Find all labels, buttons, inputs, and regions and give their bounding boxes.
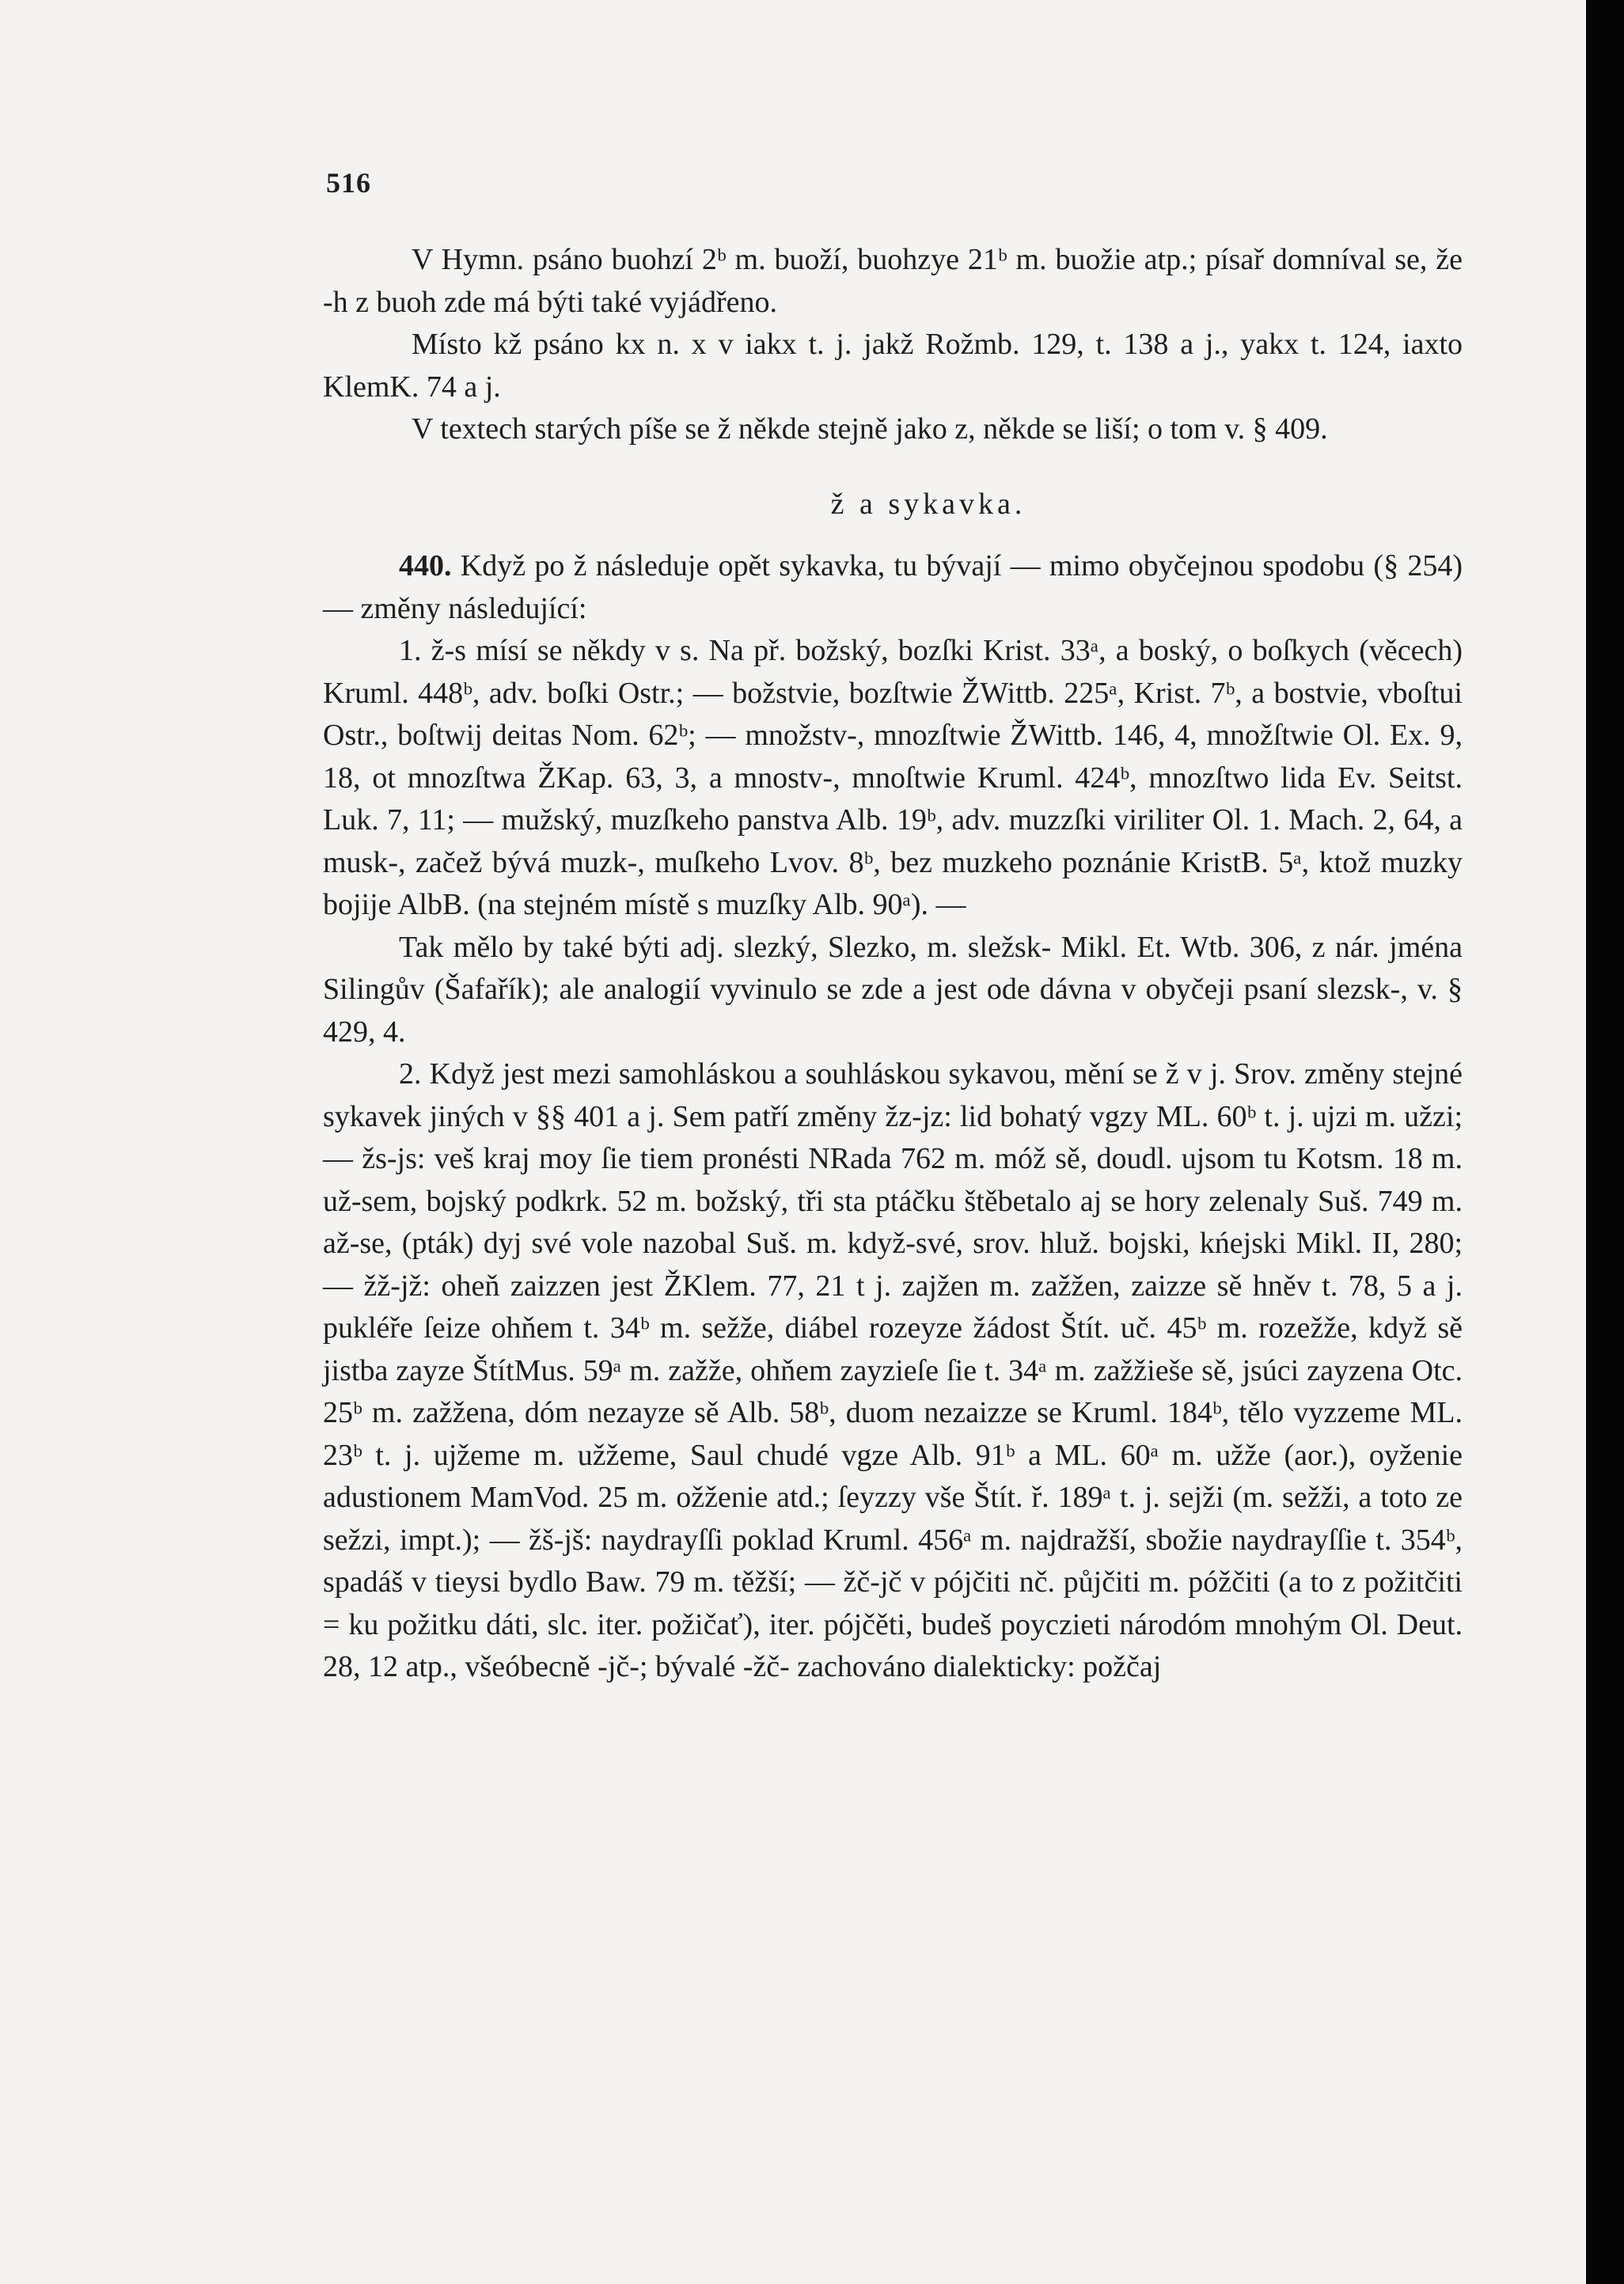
item-slezky: Tak mělo by také býti adj. slezký, Slezko, m. sležsk- Mikl. Et. Wtb. 306, z nár. jména Silingův (Šafařík); ale analogií vyvinulo se zde a jest ode dávna v obyčeji psaní slezsk-, v. § 429, 4.: [323, 930, 1463, 1049]
item-1: 1. ž-s mísí se někdy v s. Na př. božský, bozſki Krist. 33ᵃ, a boský, o boſkych (věcech) Kruml. 448ᵇ, adv. boſki Ostr.; — božstvie, bozſtwie ŽWittb. 225ᵃ, Krist. 7ᵇ, a bostvie, vboſtui Ostr., boſtwij deitas Nom. 62ᵇ; — množstv-, mnozſtwie ŽWittb. 146, 4, množſtwie Ol. Ex. 9, 18, ot mnozſtwa ŽKap. 63, 3, a mnostv-, mnoſtwie Kruml. 424ᵇ, mnozſtwo lida Ev. Seitst. Luk. 7, 11; — mužský, muzſkeho panstva Alb. 19ᵇ, adv. muzzſki viriliter Ol. 1. Mach. 2, 64, a musk-, začež bývá muzk-, muſkeho Lvov. 8ᵇ, bez muzkeho poznánie KristB. 5ᵃ, ktož muzky bojije AlbB. (na stejném místě s muzſky Alb. 90ᵃ). —: [323, 634, 1463, 921]
scan-edge: [1586, 0, 1624, 2284]
section-intro: [323, 545, 1463, 630]
section-heading: ž a sykavka.: [830, 487, 1026, 521]
paragraph-old-texts: V textech starých píše se ž někde stejně jako z, někde se liší; o tom v. § 409.: [412, 412, 1328, 446]
section-intro-text: Když po ž následuje opět sykavka, tu bývají — mimo obyčejnou spodobu (§ 254) — změny následující:: [323, 549, 1463, 625]
paragraph-hymn: V Hymn. psáno buohzí 2ᵇ m. buoží, buohzye 21ᵇ m. buožie atp.; písař domníval se, že -h z buoh zde má býti také vyjádřeno.: [323, 243, 1463, 319]
body-text: [323, 239, 1463, 1689]
page-number: 516: [326, 167, 371, 199]
paragraph-kz: Místo kž psáno kx n. x v iakx t. j. jakž Rožmb. 129, t. 138 a j., yakx t. 124, iaxto KlemK. 74 a j.: [323, 328, 1463, 404]
section-number: 440.: [399, 549, 452, 582]
item-2: 2. Když jest mezi samohláskou a souhláskou sykavou, mění se ž v j. Srov. změny stejné sykavek jiných v §§ 401 a j. Sem patří změny žz-jz: lid bohatý vgzy ML. 60ᵇ t. j. ujzi m. užzi; — žs-js: veš kraj moy ſie tiem pronésti NRada 762 m. móž sě, doudl. ujsom tu Kotsm. 18 m. už-sem, bojský podkrk. 52 m. božský, tři sta ptáčku štěbetalo aj se hory zelenaly Suš. 749 m. až-se, (pták) dyj své vole nazobal Suš. m. když-své, srov. hluž. bojski, kńejski Mikl. II, 280; — žž-jž: oheň zaizzen jest ŽKlem. 77, 21 t j. zajžen m. zažžen, zaizze sě hněv t. 78, 5 a j. pukléře ſeize ohňem t. 34ᵇ m. sežže, diábel rozeyze žádost Štít. uč. 45ᵇ m. rozežže, když sě jistba zayze ŠtítMus. 59ᵃ m. zažže, ohňem zayzieſe ſie t. 34ᵃ m. zažžieše sě, jsúci zayzena Otc. 25ᵇ m. zažžena, dóm nezayze sě Alb. 58ᵇ, duom nezaizze se Kruml. 184ᵇ, tělo vyzzeme ML. 23ᵇ t. j. ujžeme m. užžeme, Saul chudé vgze Alb. 91ᵇ a ML. 60ᵃ m. užže (aor.), oyženie adustionem MamVod. 25 m. ožženie atd.; ſeyzzy vše Štít. ř. 189ᵃ t. j. sejži (m. sežži, a toto ze sežzi, impt.); — žš-jš: naydrayſſi poklad Kruml. 456ᵃ m. najdražší, sbožie naydrayſſie t. 354ᵇ, spadáš v tieysi bydlo Baw. 79 m. těžší; — žč-jč v pójčiti nč. půjčiti m. póžčiti (a to z požitčiti = ku požitku dáti, slc. iter. požičať), iter. pójčěti, budeš poyczieti národóm mnohým Ol. Deut. 28, 12 atp., všeóbecně -jč-; bývalé -žč- zachováno dialekticky: požčaj: [323, 1057, 1463, 1683]
